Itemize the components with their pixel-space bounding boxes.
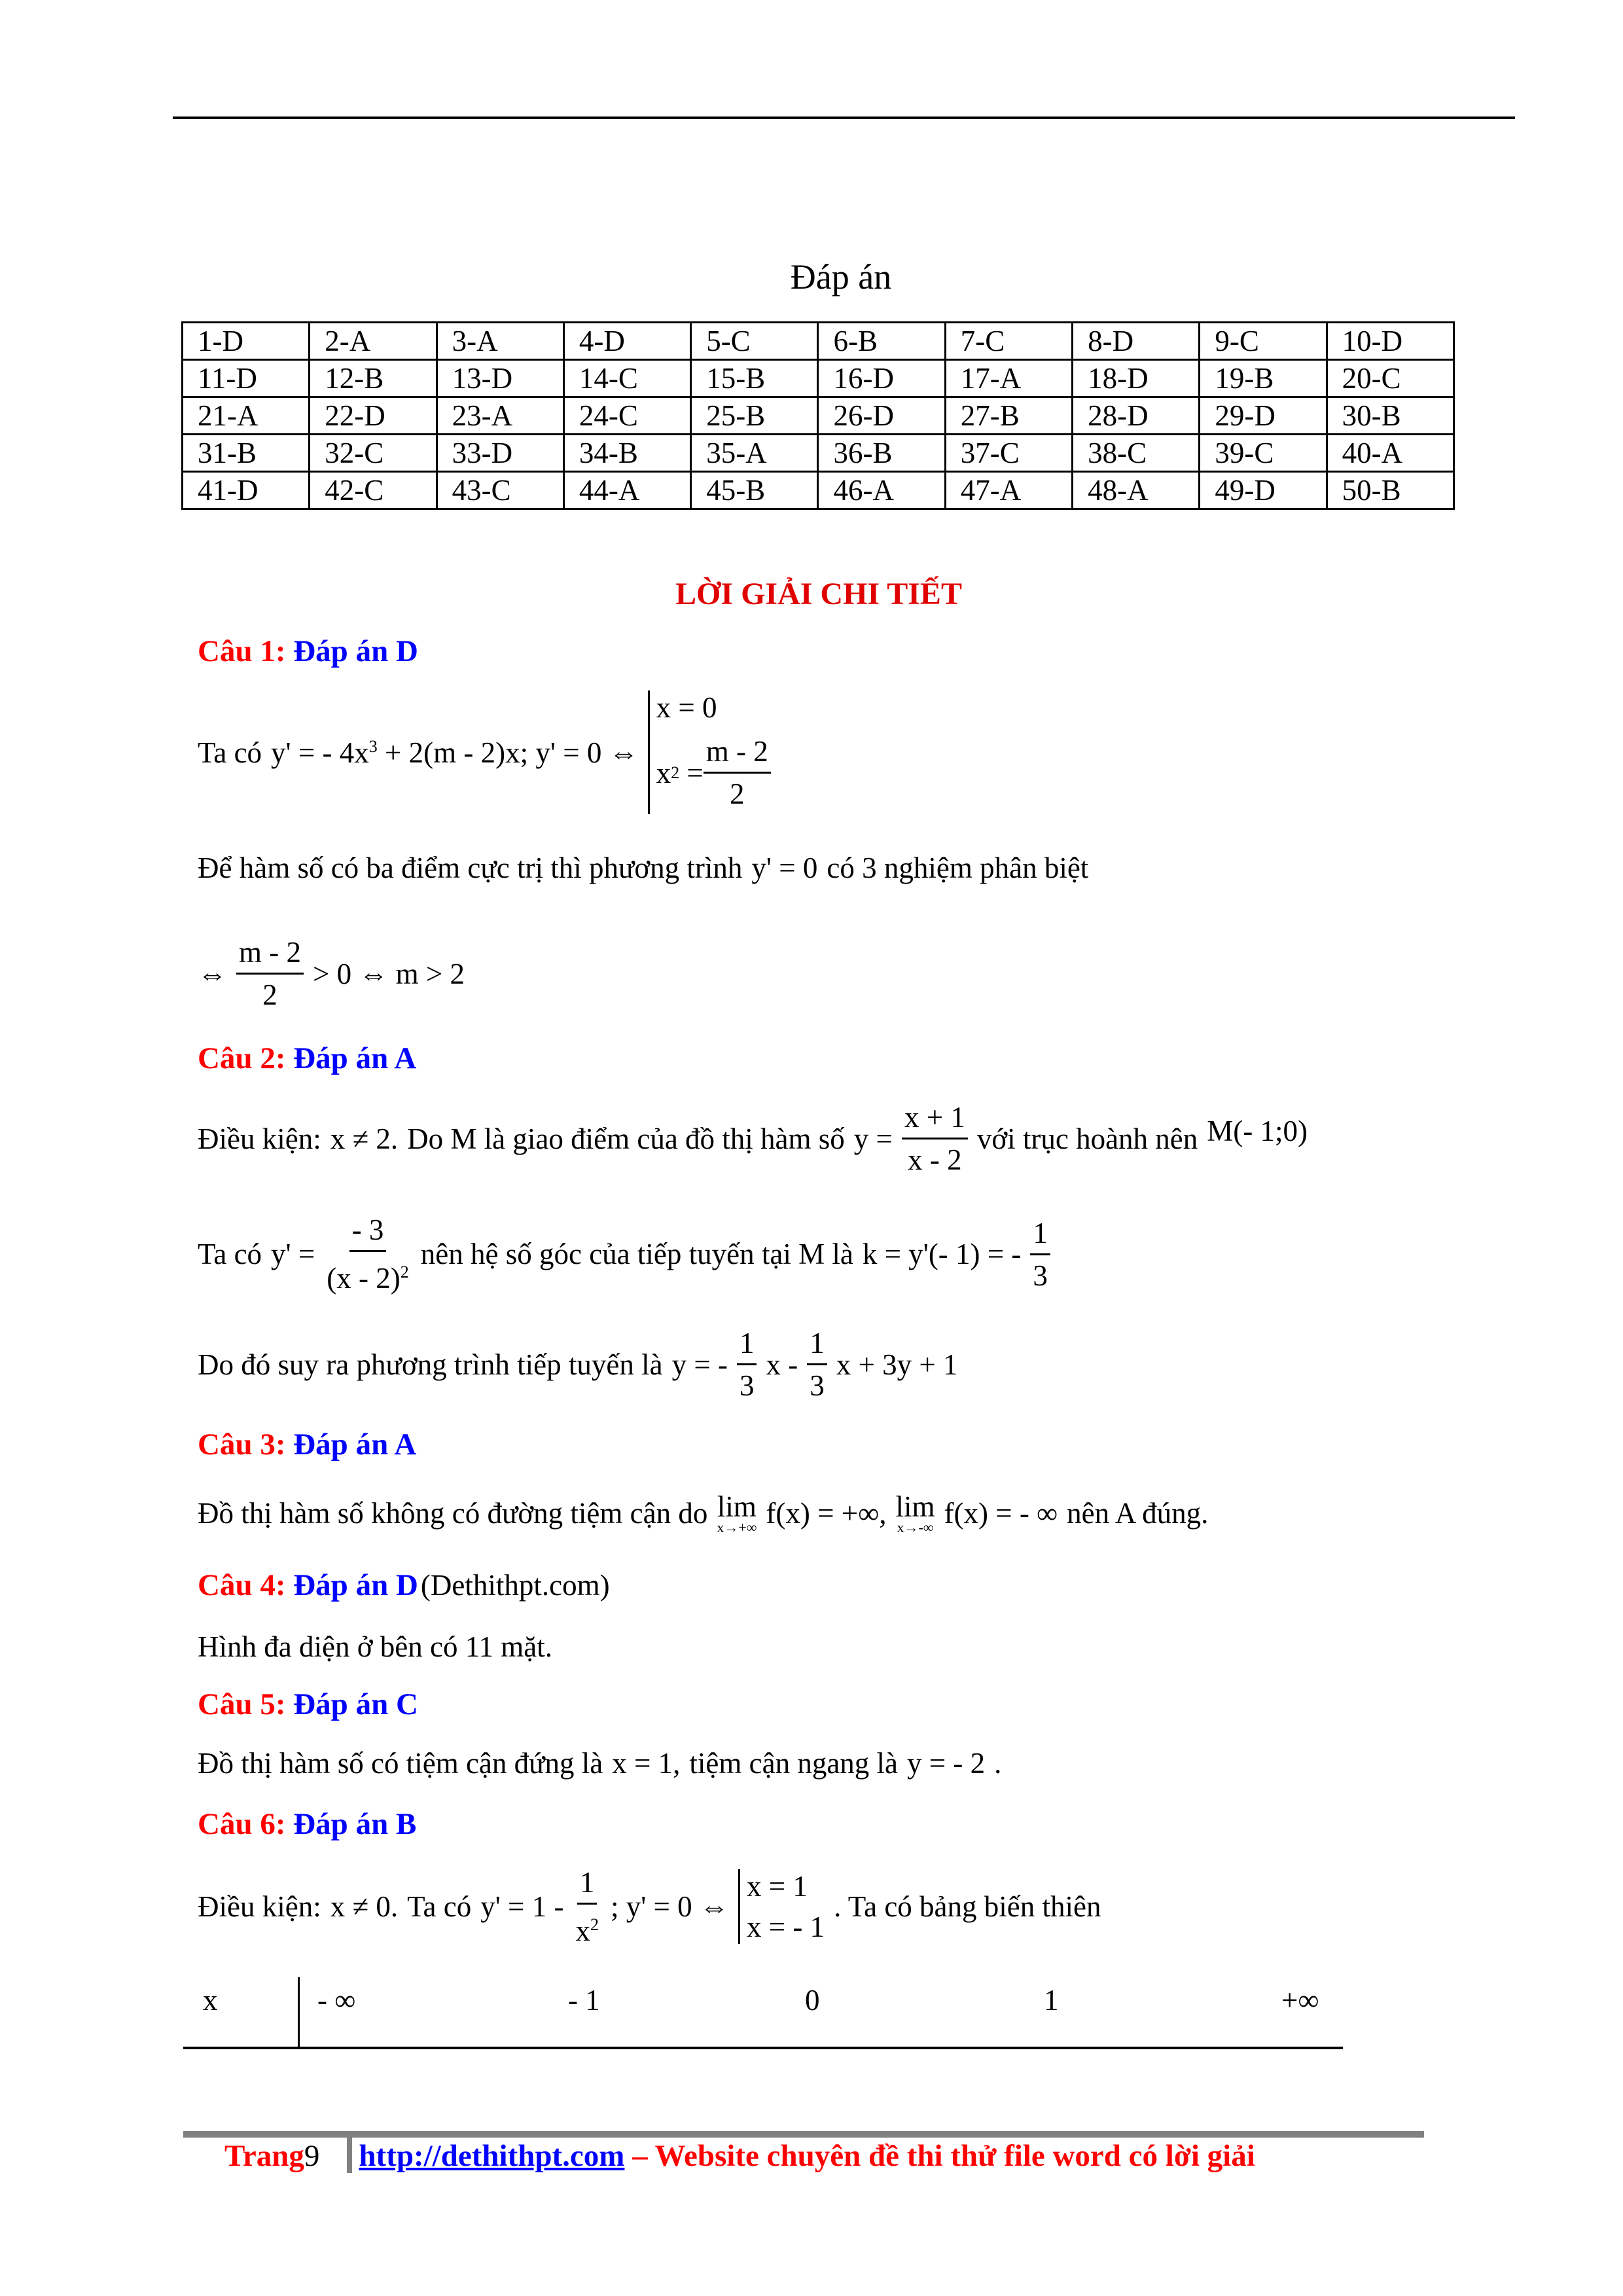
- variation-table-value: - ∞: [317, 1984, 356, 2017]
- math-text: x - 2: [908, 1143, 962, 1176]
- case-system: [648, 691, 771, 814]
- answer-cell: 30-B: [1327, 397, 1454, 435]
- q5-heading: [198, 1687, 418, 1722]
- answer-cell: 23-A: [437, 397, 563, 435]
- answer-cell: 2-A: [310, 323, 437, 360]
- math-text: x + 1: [902, 1097, 968, 1139]
- math-text: nên hệ số góc của tiếp tuyến tại M là: [420, 1238, 853, 1270]
- answer-cell: 48-A: [1073, 472, 1200, 509]
- q2-heading: [198, 1041, 416, 1076]
- q5-line1: [198, 1746, 1001, 1780]
- math-text: Câu 4:: [198, 1568, 286, 1602]
- math-text: x→+∞: [717, 1519, 757, 1535]
- fraction: [573, 1862, 601, 1951]
- answer-cell: 9-C: [1200, 323, 1327, 360]
- answer-cell: 45-B: [691, 472, 818, 509]
- header-rule: [173, 117, 1515, 119]
- answer-cell: 16-D: [818, 360, 945, 397]
- fraction: [236, 932, 304, 1015]
- math-text: > 0 ⇔ m > 2: [313, 957, 465, 990]
- answer-cell: 3-A: [437, 323, 563, 360]
- math-text: - 3: [349, 1210, 387, 1252]
- math-text: y' = - 4x: [271, 736, 369, 769]
- math-text: nên A đúng.: [1067, 1497, 1209, 1530]
- limit: [895, 1492, 935, 1534]
- answer-cell: 32-C: [310, 435, 437, 472]
- math-text: 3: [1033, 1259, 1048, 1292]
- math-text: 2: [671, 762, 680, 782]
- math-text: x: [656, 756, 671, 789]
- answer-cell: 22-D: [310, 397, 437, 435]
- math-text: x ≠ 2.: [330, 1122, 399, 1155]
- q6-line1: [198, 1862, 1101, 1951]
- math-text: y' = 0: [751, 852, 818, 884]
- fraction: [1030, 1213, 1050, 1296]
- math-text: Ta có: [198, 1238, 262, 1270]
- answer-cell: 12-B: [310, 360, 437, 397]
- math-text: tiệm cận ngang là: [689, 1747, 899, 1780]
- q1-answer: Đáp án D: [293, 634, 418, 668]
- answer-cell: 33-D: [437, 435, 563, 472]
- answer-cell: 39-C: [1200, 435, 1327, 472]
- footer-bar: [183, 2131, 1424, 2138]
- math-text: .: [994, 1747, 1002, 1780]
- answer-cell: 35-A: [691, 435, 818, 472]
- math-text: có 3 nghiệm phân biệt: [827, 852, 1089, 884]
- math-text: . Ta có bảng biến thiên: [834, 1890, 1101, 1923]
- footer-tagline: – Website chuyên đề thi thử file word có lời giải: [624, 2139, 1255, 2173]
- answer-cell: 42-C: [310, 472, 437, 509]
- math-text: Câu 5:: [198, 1687, 286, 1721]
- variation-table-value: - 1: [568, 1984, 600, 2017]
- variation-table-rule: [183, 2047, 1343, 2049]
- math-text: Để hàm số có ba điểm cực trị thì phương trình: [198, 852, 743, 884]
- math-text: M(- 1;0): [1207, 1114, 1308, 1147]
- variation-table-value: +∞: [1281, 1984, 1319, 2017]
- math-text: Do đó suy ra phương trình tiếp tuyến là: [198, 1348, 663, 1381]
- answer-cell: 4-D: [563, 323, 690, 360]
- math-text: Đồ thị hàm số có tiệm cận đứng là: [198, 1747, 603, 1780]
- math-text: 3: [739, 1369, 755, 1402]
- math-text: lim: [895, 1490, 935, 1523]
- math-text: Đáp án A: [293, 1041, 417, 1075]
- answer-cell: 28-D: [1073, 397, 1200, 435]
- math-text: x = 0: [656, 691, 717, 724]
- math-text: Câu 2:: [198, 1041, 286, 1075]
- math-text: Điều kiện:: [198, 1122, 321, 1155]
- fraction: [737, 1323, 757, 1406]
- variation-table-divider: [298, 1977, 300, 2048]
- math-text: Đáp án B: [293, 1807, 417, 1841]
- math-text: (x - 2): [327, 1262, 401, 1295]
- answer-cell: 19-B: [1200, 360, 1327, 397]
- math-text: 3: [368, 736, 378, 756]
- limit: [717, 1492, 757, 1534]
- math-text: x: [575, 1914, 590, 1947]
- fraction: [324, 1210, 411, 1299]
- math-text: Đáp án C: [293, 1687, 418, 1721]
- answer-cell: 20-C: [1327, 360, 1454, 397]
- q1-label: Câu 1:: [198, 634, 286, 668]
- q2-line1: [198, 1097, 1308, 1180]
- math-text: lim: [717, 1490, 757, 1523]
- math-text: k = y'(- 1) = -: [862, 1238, 1022, 1270]
- answer-cell: 26-D: [818, 397, 945, 435]
- answer-cell: 46-A: [818, 472, 945, 509]
- math-text: =: [679, 756, 704, 789]
- answer-cell: 25-B: [691, 397, 818, 435]
- math-text: y =: [853, 1122, 893, 1155]
- fraction: [704, 731, 771, 814]
- answer-row: [183, 360, 1454, 397]
- math-text: x + 3y + 1: [836, 1348, 958, 1381]
- math-text: 2: [730, 778, 745, 810]
- math-text: Đồ thị hàm số không có đường tiệm cận do: [198, 1497, 708, 1530]
- answer-cell: 49-D: [1200, 472, 1327, 509]
- answer-cell: 38-C: [1073, 435, 1200, 472]
- math-text: 2: [590, 1915, 599, 1934]
- page-label: Trang: [224, 2139, 304, 2173]
- answer-cell: 11-D: [183, 360, 310, 397]
- math-text: y = -: [671, 1348, 728, 1381]
- math-text: 1: [737, 1323, 757, 1365]
- answer-cell: 14-C: [563, 360, 690, 397]
- math-text: 1: [807, 1323, 827, 1365]
- math-text: x→-∞: [897, 1519, 934, 1535]
- answer-row: [183, 397, 1454, 435]
- text: Ta có: [198, 736, 262, 769]
- answer-cell: 43-C: [437, 472, 563, 509]
- math-text: Điều kiện:: [198, 1890, 321, 1923]
- q6-heading: [198, 1806, 416, 1842]
- math-text: (Dethithpt.com): [420, 1569, 610, 1602]
- answer-cell: 15-B: [691, 360, 818, 397]
- math: [271, 736, 639, 770]
- answer-cell: 8-D: [1073, 323, 1200, 360]
- answer-cell: 40-A: [1327, 435, 1454, 472]
- answer-cell: 27-B: [945, 397, 1072, 435]
- math-text: x ≠ 0.: [330, 1890, 399, 1923]
- q4-heading: [198, 1568, 610, 1603]
- answer-cell: 1-D: [183, 323, 310, 360]
- page-number: 9: [304, 2139, 320, 2173]
- fraction: [902, 1097, 968, 1180]
- math-text: x -: [766, 1348, 798, 1381]
- answer-cell: 18-D: [1073, 360, 1200, 397]
- case-system: [738, 1869, 825, 1944]
- answer-cell: 29-D: [1200, 397, 1327, 435]
- answer-cell: 34-B: [563, 435, 690, 472]
- answer-key-title: Đáp án: [790, 257, 892, 296]
- q1-heading: [198, 634, 418, 669]
- math-text: + 2(m - 2)x; y' = 0 ⇔: [385, 736, 639, 769]
- website-link[interactable]: http://dethithpt.com: [359, 2139, 625, 2173]
- footer: [224, 2138, 1255, 2174]
- math-text: Đáp án A: [293, 1427, 417, 1462]
- math-text: 2: [400, 1263, 409, 1282]
- math-text: f(x) = - ∞: [944, 1497, 1058, 1530]
- math-text: Ta có: [407, 1890, 472, 1923]
- answer-cell: 44-A: [563, 472, 690, 509]
- math-text: x = 1: [746, 1870, 808, 1903]
- fraction: [807, 1323, 827, 1406]
- answer-cell: 7-C: [945, 323, 1072, 360]
- variation-table-value: 1: [1044, 1984, 1059, 2017]
- answer-cell: 6-B: [818, 323, 945, 360]
- q1-line1: [198, 691, 771, 814]
- answer-row: [183, 323, 1454, 360]
- math-text: m - 2: [704, 731, 771, 774]
- math-text: 2: [262, 978, 277, 1011]
- math-text: y' = 1 -: [480, 1890, 564, 1923]
- math-text: 1: [577, 1862, 597, 1905]
- math-text: 1: [1030, 1213, 1050, 1255]
- answer-cell: 50-B: [1327, 472, 1454, 509]
- math-text: Đáp án D: [293, 1568, 418, 1602]
- solutions-title: LỜI GIẢI CHI TIẾT: [675, 577, 962, 611]
- answer-cell: 36-B: [818, 435, 945, 472]
- answer-cell: 41-D: [183, 472, 310, 509]
- math-text: y' =: [271, 1238, 315, 1270]
- answer-key-table: [181, 321, 1455, 510]
- math-text: m - 2: [236, 932, 304, 975]
- q3-heading: [198, 1427, 416, 1462]
- math-text: 3: [810, 1369, 825, 1402]
- answer-cell: 47-A: [945, 472, 1072, 509]
- math-text: Hình đa diện ở bên có 11 mặt.: [198, 1630, 552, 1663]
- answer-row: [183, 435, 1454, 472]
- answer-cell: 5-C: [691, 323, 818, 360]
- math-text: Câu 3:: [198, 1427, 286, 1462]
- q1-line2: [198, 851, 1088, 885]
- math-text: f(x) = +∞,: [766, 1497, 887, 1530]
- answer-cell: 10-D: [1327, 323, 1454, 360]
- variation-table-x-label: x: [203, 1984, 218, 2017]
- answer-cell: 31-B: [183, 435, 310, 472]
- math-text: Do M là giao điểm của đồ thị hàm số: [407, 1122, 845, 1155]
- math-text: với trục hoành nên: [976, 1122, 1198, 1155]
- answer-cell: 21-A: [183, 397, 310, 435]
- answer-cell: 37-C: [945, 435, 1072, 472]
- math-text: y = - 2: [907, 1747, 986, 1780]
- math-text: ; y' = 0 ⇔: [610, 1890, 729, 1923]
- answer-row: [183, 472, 1454, 509]
- math-text: ⇔: [198, 957, 227, 990]
- math-text: x = 1,: [612, 1747, 681, 1780]
- variation-table-value: 0: [805, 1984, 820, 2017]
- q3-line1: [198, 1492, 1208, 1534]
- answer-cell: 13-D: [437, 360, 563, 397]
- q1-line3: [198, 932, 465, 1015]
- q2-line3: [198, 1323, 957, 1406]
- answer-cell: 24-C: [563, 397, 690, 435]
- q2-line2: [198, 1210, 1050, 1299]
- answer-cell: 17-A: [945, 360, 1072, 397]
- math-text: x = - 1: [746, 1910, 825, 1943]
- q4-line1: [198, 1630, 552, 1664]
- math-text: Câu 6:: [198, 1807, 286, 1841]
